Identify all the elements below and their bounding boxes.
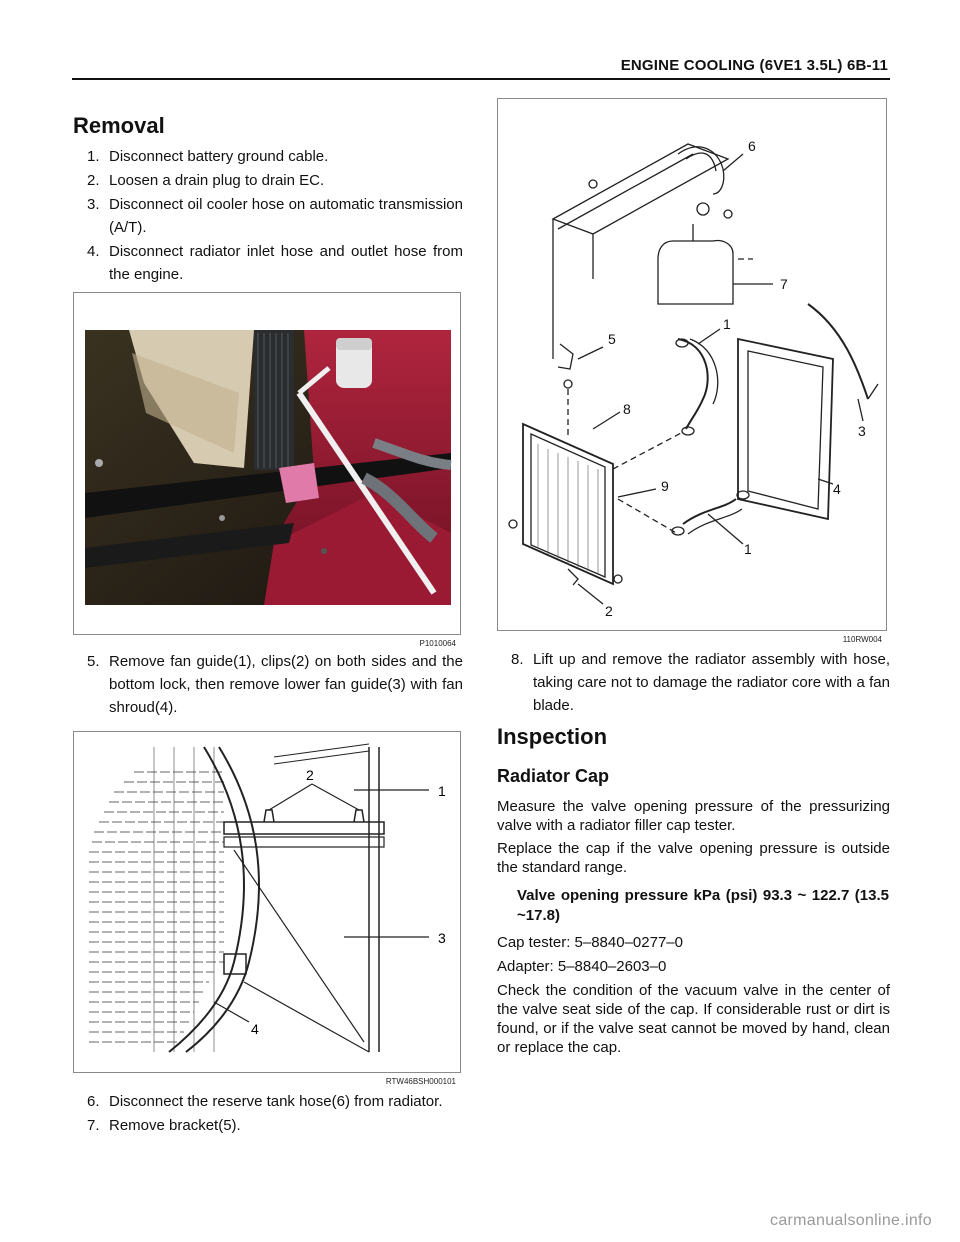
step-5: 5. Remove fan guide(1), clips(2) on both sides and the bottom lock, then remove lower fan guide(3) with fan shroud(4). bbox=[87, 653, 463, 716]
diagram-label-1-lower: 1 bbox=[744, 541, 752, 557]
engine-bay-photo-figure bbox=[73, 292, 461, 648]
figure3-code: 110RW004 bbox=[842, 635, 882, 644]
watermark: carmanualsonline.info bbox=[770, 1212, 932, 1229]
fan-guide-label-3: 3 bbox=[438, 930, 446, 946]
fan-guide-diagram-figure bbox=[73, 731, 461, 1086]
step-2: 2. Loosen a drain plug to drain EC. bbox=[87, 172, 325, 189]
diagram-label-1-upper: 1 bbox=[723, 316, 731, 332]
removal-steps-1-4 bbox=[73, 145, 463, 287]
radiator-exploded-diagram bbox=[498, 99, 886, 630]
radiator-exploded-diagram-figure bbox=[497, 98, 887, 644]
page-header-title: ENGINE COOLING (6VE1 3.5L) 6B-11 bbox=[620, 57, 888, 74]
step-6: 6. Disconnect the reserve tank hose(6) from radiator. bbox=[87, 1093, 443, 1110]
fan-guide-label-4: 4 bbox=[251, 1021, 259, 1037]
diagram-label-8: 8 bbox=[623, 401, 631, 417]
step-8: 8. Lift up and remove the radiator assembly with hose, taking care not to damage the radiator core with a fan blade. bbox=[511, 651, 890, 714]
figure1-code: P1010064 bbox=[419, 639, 456, 648]
removal-step-5 bbox=[73, 650, 463, 720]
step-7: 7. Remove bracket(5). bbox=[87, 1117, 241, 1134]
diagram-label-4: 4 bbox=[833, 481, 841, 497]
fan-guide-label-1: 1 bbox=[438, 783, 446, 799]
removal-step-8 bbox=[497, 648, 890, 718]
engine-bay-photo bbox=[74, 293, 460, 634]
step-4: 4. Disconnect radiator inlet hose and outlet hose from the engine. bbox=[87, 243, 463, 283]
adapter-part: Adapter: 5–8840–2603–0 bbox=[497, 958, 667, 975]
diagram-label-7: 7 bbox=[780, 276, 788, 292]
inspection-paragraph-2: Replace the cap if the valve opening pressure is outside the standard range. bbox=[497, 840, 890, 876]
diagram-label-6: 6 bbox=[748, 138, 756, 154]
radiator-cap-subheading: Radiator Cap bbox=[497, 766, 610, 786]
step-1: 1. Disconnect battery ground cable. bbox=[87, 148, 329, 165]
diagram-label-2: 2 bbox=[605, 603, 613, 619]
figure2-code: RTW46BSH000101 bbox=[385, 1077, 456, 1086]
valve-pressure-spec: Valve opening pressure kPa (psi) 93.3 ~ 122.7 (13.5 ~17.8) bbox=[517, 887, 889, 924]
diagram-label-5: 5 bbox=[608, 331, 616, 347]
fan-guide-diagram bbox=[74, 732, 460, 1072]
inspection-paragraph-3: Check the condition of the vacuum valve in the center of the valve seat side of the cap. If considerable rust or dirt is found, or if the valve seat cannot be moved by hand, clean or replace the cap. bbox=[497, 982, 890, 1056]
step-3: 3. Disconnect oil cooler hose on automatic transmission (A/T). bbox=[87, 196, 463, 236]
inspection-paragraph-1: Measure the valve opening pressure of the pressurizing valve with a radiator filler cap tester. bbox=[497, 798, 890, 834]
header-rule bbox=[72, 78, 890, 80]
removal-steps-6-7 bbox=[73, 1090, 463, 1138]
inspection-heading: Inspection bbox=[497, 724, 608, 749]
diagram-label-3: 3 bbox=[858, 423, 866, 439]
removal-heading: Removal bbox=[73, 113, 165, 138]
cap-tester-part: Cap tester: 5–8840–0277–0 bbox=[497, 934, 683, 951]
fan-guide-label-2: 2 bbox=[306, 767, 314, 783]
diagram-label-9: 9 bbox=[661, 478, 669, 494]
